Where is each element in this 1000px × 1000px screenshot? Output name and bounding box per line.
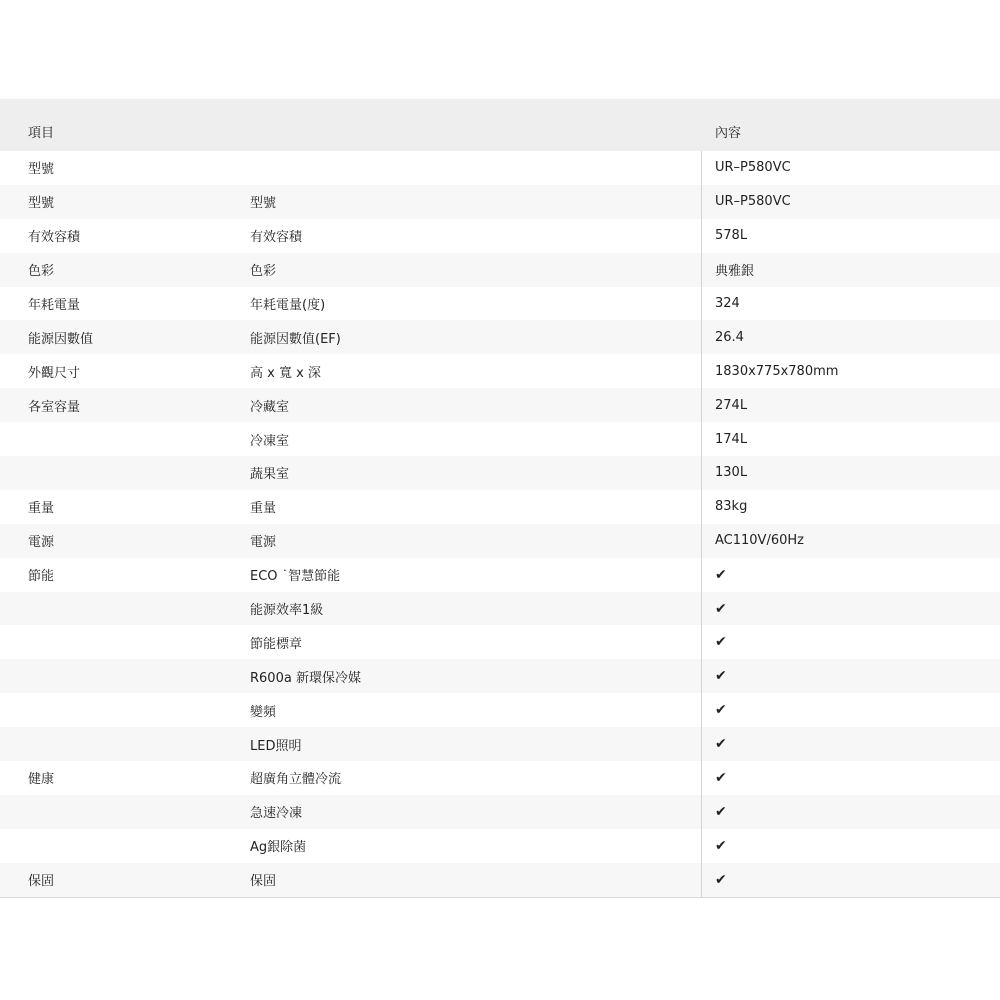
table-row: [0, 354, 1000, 388]
check-icon: ✔: [701, 625, 1000, 659]
row-value: 26.4: [701, 320, 1000, 354]
row-value: 324: [701, 287, 1000, 321]
table-row: [0, 727, 1000, 761]
row-item: 超廣角立體冷流: [250, 772, 342, 788]
check-icon: ✔: [701, 829, 1000, 863]
table-row: [0, 388, 1000, 422]
row-category: 電源: [28, 535, 55, 551]
row-item: 重量: [250, 501, 277, 517]
row-value: 1830x775x780mm: [701, 354, 1000, 388]
row-category: 能源因數值: [28, 331, 94, 347]
table-row: [0, 659, 1000, 693]
table-row: [0, 151, 1000, 185]
table-row: [0, 456, 1000, 490]
table-body: [0, 151, 1000, 897]
row-category: 健康: [28, 772, 55, 788]
row-value: 典雅銀: [701, 253, 1000, 287]
table-row: [0, 829, 1000, 863]
row-item: Ag銀除菌: [250, 840, 307, 856]
row-value: 578L: [701, 219, 1000, 253]
spec-table: [0, 99, 1000, 898]
row-category: 型號: [28, 162, 55, 178]
header-spacer: [250, 141, 701, 151]
check-icon: ✔: [701, 863, 1000, 897]
table-row: [0, 693, 1000, 727]
check-icon: ✔: [701, 558, 1000, 592]
table-header: [0, 99, 1000, 151]
table-row: [0, 490, 1000, 524]
table-row: [0, 185, 1000, 219]
row-item: R600a 新環保冷媒: [250, 670, 361, 686]
row-value: 130L: [701, 456, 1000, 490]
table-row: [0, 558, 1000, 592]
row-item: 保固: [250, 874, 277, 890]
row-value: 274L: [701, 388, 1000, 422]
check-icon: ✔: [701, 727, 1000, 761]
row-category: 色彩: [28, 264, 55, 280]
header-content-label: 內容: [715, 126, 742, 141]
check-icon: ✔: [701, 592, 1000, 626]
row-category: 型號: [28, 196, 55, 212]
row-value: 174L: [701, 422, 1000, 456]
table-row: [0, 219, 1000, 253]
row-category: 外觀尺寸: [28, 365, 81, 381]
row-item: 型號: [250, 196, 277, 212]
check-icon: ✔: [701, 761, 1000, 795]
row-category: 各室容量: [28, 399, 81, 415]
row-category: 有效容積: [28, 230, 81, 246]
row-value: AC110V/60Hz: [701, 524, 1000, 558]
row-item: 變頻: [250, 704, 277, 720]
row-category: 節能: [28, 569, 55, 585]
table-row: [0, 320, 1000, 354]
table-row: [0, 253, 1000, 287]
row-item: 色彩: [250, 264, 277, 280]
row-item: 高 x 寬 x 深: [250, 365, 321, 381]
row-item: 冷藏室: [250, 399, 290, 415]
row-category: 保固: [28, 874, 55, 890]
row-item: 急速冷凍: [250, 806, 303, 822]
row-item: ECO ˙智慧節能: [250, 569, 341, 585]
row-item: 有效容積: [250, 230, 303, 246]
row-category: 年耗電量: [28, 298, 81, 313]
table-row: [0, 592, 1000, 626]
row-item: 年耗電量(度): [250, 298, 326, 313]
check-icon: ✔: [701, 795, 1000, 829]
row-item: 電源: [250, 535, 277, 551]
check-icon: ✔: [701, 693, 1000, 727]
row-item: 冷凍室: [250, 433, 290, 449]
header-item-label: 項目: [28, 126, 55, 141]
row-item: 能源效率1級: [250, 603, 324, 619]
row-value: UR–P580VC: [701, 151, 1000, 185]
table-row: [0, 795, 1000, 829]
row-value: UR–P580VC: [701, 185, 1000, 219]
table-row: [0, 524, 1000, 558]
table-row: [0, 287, 1000, 321]
table-row: [0, 863, 1000, 897]
row-item: LED照明: [250, 738, 302, 754]
row-value: 83kg: [701, 490, 1000, 524]
row-item: 能源因數值(EF): [250, 331, 341, 347]
table-row: [0, 625, 1000, 659]
row-item: 蔬果室: [250, 467, 290, 483]
table-row: [0, 422, 1000, 456]
row-item: 節能標章: [250, 636, 303, 652]
table-row: [0, 761, 1000, 795]
check-icon: ✔: [701, 659, 1000, 693]
row-category: 重量: [28, 501, 55, 517]
